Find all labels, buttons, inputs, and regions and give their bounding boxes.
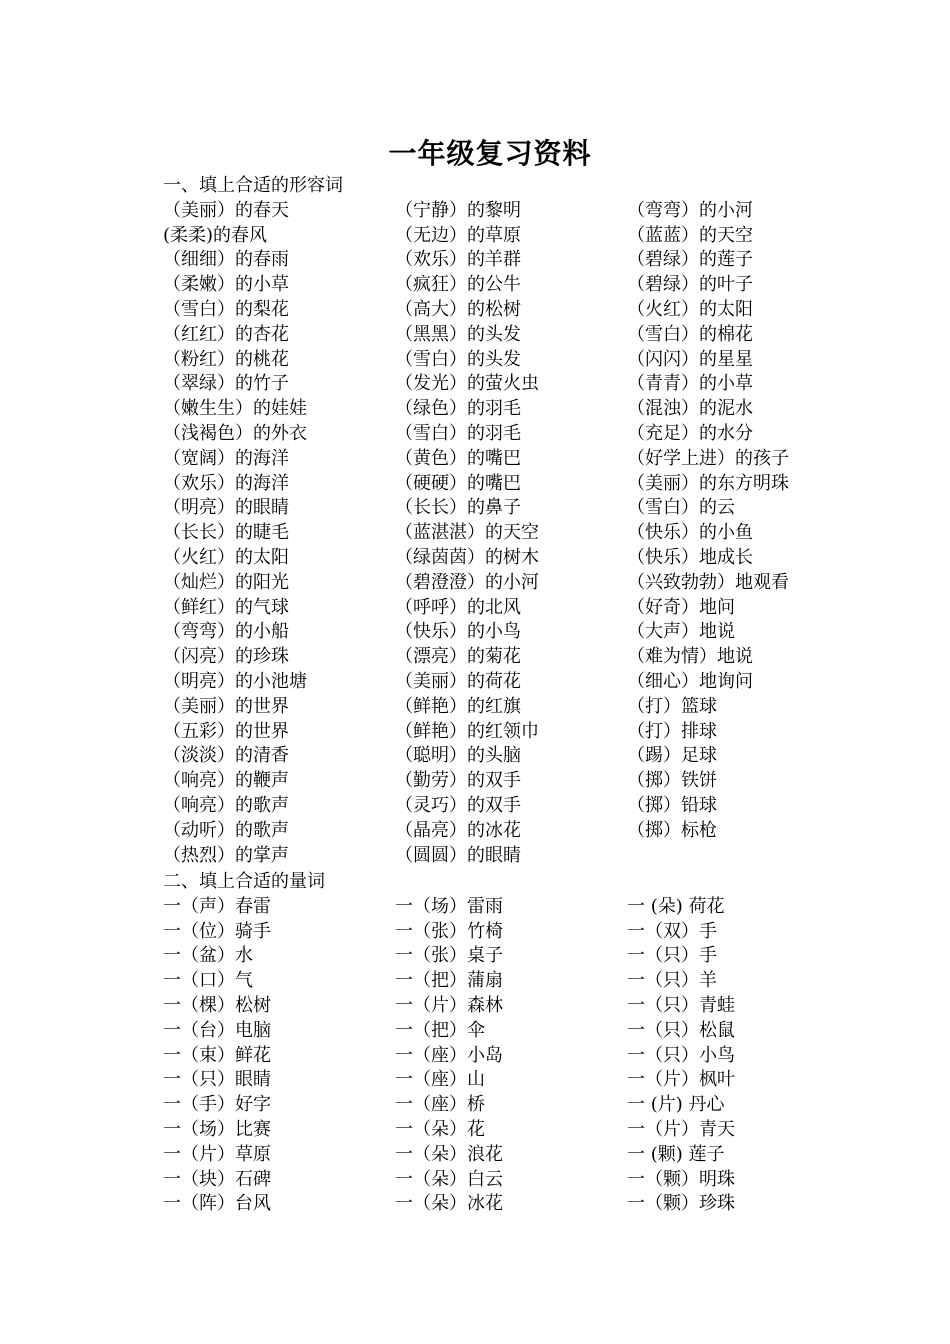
word-entry: （雪白）的头发 (395, 348, 521, 370)
word-entry: （黑黑）的头发 (395, 323, 521, 345)
word-entry: （明亮）的眼睛 (163, 497, 289, 519)
word-entry: 一（颗）明珠 (627, 1168, 735, 1190)
word-entry: （混浊）的泥水 (627, 398, 753, 420)
word-entry: 一（双）手 (627, 920, 717, 942)
word-entry: 一 (朵) 荷花 (627, 895, 725, 917)
word-entry: （雪白）的羽毛 (395, 422, 521, 444)
word-entry: （宽阔）的海洋 (163, 447, 289, 469)
word-entry: （雪白）的棉花 (627, 323, 753, 345)
word-entry: 一（只）羊 (627, 970, 717, 992)
word-entry: 一（片）青天 (627, 1118, 735, 1140)
word-entry: （高大）的松树 (395, 298, 521, 320)
word-entry: （鲜艳）的红旗 (395, 695, 521, 717)
word-entry: 一（朵）浪花 (395, 1143, 503, 1165)
word-grid (163, 199, 910, 869)
word-entry: （美丽）的荷花 (395, 670, 521, 692)
word-entry: （好学上进）的孩子 (627, 447, 789, 469)
word-entry: （欢乐）的羊群 (395, 249, 521, 271)
word-entry: （打）排球 (627, 720, 717, 742)
word-entry: （掷）铅球 (627, 794, 717, 816)
word-entry: （碧绿）的叶子 (627, 274, 753, 296)
word-entry: （翠绿）的竹子 (163, 373, 289, 395)
word-entry: 一（朵）冰花 (395, 1193, 503, 1215)
word-entry: 一（只）小鸟 (627, 1044, 735, 1066)
word-entry: （火红）的太阳 (163, 546, 289, 568)
word-entry: （雪白）的云 (627, 497, 735, 519)
word-entry: （响亮）的歌声 (163, 794, 289, 816)
word-entry: （明亮）的小池塘 (163, 670, 307, 692)
word-entry: 一（片）枫叶 (627, 1069, 735, 1091)
word-entry: 一（朵）花 (395, 1118, 485, 1140)
word-entry: 一（声）春雷 (163, 895, 271, 917)
word-entry: （绿色）的羽毛 (395, 398, 521, 420)
word-entry: （弯弯）的小船 (163, 621, 289, 643)
word-entry: （粉红）的桃花 (163, 348, 289, 370)
word-entry: 一（束）鲜花 (163, 1044, 271, 1066)
word-entry: （火红）的太阳 (627, 298, 753, 320)
word-entry: （无边）的草原 (395, 224, 521, 246)
section-adjectives (163, 174, 910, 868)
word-entry: （碧澄澄）的小河 (395, 571, 539, 593)
word-entry: （快乐）的小鸟 (395, 621, 521, 643)
word-entry: （聪明）的头脑 (395, 745, 521, 767)
word-entry: （掷）标枪 (627, 819, 717, 841)
word-entry: （宁静）的黎明 (395, 199, 521, 221)
word-entry: 一（口）气 (163, 970, 253, 992)
word-entry: （闪闪）的星星 (627, 348, 753, 370)
word-entry: 一（座）小岛 (395, 1044, 503, 1066)
word-entry: （兴致勃勃）地观看 (627, 571, 789, 593)
word-entry: （热烈）的掌声 (163, 844, 289, 866)
word-entry: 一（手）好字 (163, 1094, 271, 1116)
word-entry: （细心）地询问 (627, 670, 753, 692)
word-entry: （黄色）的嘴巴 (395, 447, 521, 469)
word-entry: 一（只）青蛙 (627, 994, 735, 1016)
word-entry: 一（把）伞 (395, 1019, 485, 1041)
word-entry: （难为情）地说 (627, 646, 753, 668)
word-entry: 一（只）眼睛 (163, 1069, 271, 1091)
word-entry: 一（把）蒲扇 (395, 970, 503, 992)
word-entry: （长长）的鼻子 (395, 497, 521, 519)
word-entry: （五彩）的世界 (163, 720, 289, 742)
word-entry: （动听）的歌声 (163, 819, 289, 841)
word-entry: （发光）的萤火虫 (395, 373, 539, 395)
word-entry: 一（场）比赛 (163, 1118, 271, 1140)
word-entry: （大声）地说 (627, 621, 735, 643)
word-entry: （鲜红）的气球 (163, 596, 289, 618)
section-measure-words (163, 870, 910, 1217)
word-entry: （美丽）的世界 (163, 695, 289, 717)
word-entry: 一（颗）珍珠 (627, 1193, 735, 1215)
word-entry (627, 844, 867, 869)
word-entry: （疯狂）的公牛 (395, 274, 521, 296)
page-title: 一年级复习资料 (388, 137, 592, 170)
word-entry: （灵巧）的双手 (395, 794, 521, 816)
word-entry: （嫩生生）的娃娃 (163, 398, 307, 420)
word-entry: （灿烂）的阳光 (163, 571, 289, 593)
word-entry: （勤劳）的双手 (395, 770, 521, 792)
word-entry: （碧绿）的莲子 (627, 249, 753, 271)
word-entry: （圆圆）的眼睛 (395, 844, 521, 866)
word-entry: （蓝湛湛）的天空 (395, 522, 539, 544)
word-entry: （踢）足球 (627, 745, 717, 767)
word-entry: （柔嫩）的小草 (163, 274, 289, 296)
word-entry: （漂亮）的菊花 (395, 646, 521, 668)
word-entry: （快乐）的小鱼 (627, 522, 753, 544)
word-entry: （硬硬）的嘴巴 (395, 472, 521, 494)
word-entry: （充足）的水分 (627, 422, 753, 444)
word-entry: （鲜艳）的红领巾 (395, 720, 539, 742)
word-entry: （蓝蓝）的天空 (627, 224, 753, 246)
word-entry: 一（棵）松树 (163, 994, 271, 1016)
word-entry: （打）篮球 (627, 695, 717, 717)
word-entry: 一（只）手 (627, 945, 717, 967)
word-entry: （淡淡）的清香 (163, 745, 289, 767)
word-entry: （美丽）的东方明珠 (627, 472, 789, 494)
word-entry: 一 (颗) 莲子 (627, 1143, 725, 1165)
word-entry: 一（块）石碑 (163, 1168, 271, 1190)
word-entry: （好奇）地问 (627, 596, 735, 618)
word-entry: （雪白）的梨花 (163, 298, 289, 320)
word-entry: （浅褐色）的外衣 (163, 422, 307, 444)
word-entry: （美丽）的春天 (163, 199, 289, 221)
word-entry: （响亮）的鞭声 (163, 770, 289, 792)
word-entry: （长长）的睫毛 (163, 522, 289, 544)
word-entry: 一（座）桥 (395, 1094, 485, 1116)
word-entry: 一（台）电脑 (163, 1019, 271, 1041)
word-entry: 一（片）草原 (163, 1143, 271, 1165)
word-entry: 一 (片) 丹心 (627, 1094, 725, 1116)
word-entry: （晶亮）的冰花 (395, 819, 521, 841)
word-entry: 一（只）松鼠 (627, 1019, 735, 1041)
word-grid (163, 895, 910, 1217)
section-heading: 一、填上合适的形容词 (163, 175, 343, 196)
word-entry: 一（位）骑手 (163, 920, 271, 942)
word-entry: 一（朵）白云 (395, 1168, 503, 1190)
word-entry: （红红）的杏花 (163, 323, 289, 345)
word-entry: （闪亮）的珍珠 (163, 646, 289, 668)
word-entry: （快乐）地成长 (627, 546, 753, 568)
word-entry: （呼呼）的北风 (395, 596, 521, 618)
section-heading: 二、填上合适的量词 (163, 871, 325, 892)
word-entry: 一（座）山 (395, 1069, 485, 1091)
word-entry: 一（盆）水 (163, 945, 253, 967)
word-entry: （细细）的春雨 (163, 249, 289, 271)
word-entry: 一（场）雷雨 (395, 895, 503, 917)
word-entry: 一（阵）台风 (163, 1193, 271, 1215)
word-entry: (柔柔)的春风 (163, 224, 268, 246)
word-entry: （青青）的小草 (627, 373, 753, 395)
word-entry: （绿茵茵）的树木 (395, 546, 539, 568)
word-entry: （欢乐）的海洋 (163, 472, 289, 494)
word-entry: 一（张）竹椅 (395, 920, 503, 942)
word-entry: （弯弯）的小河 (627, 199, 753, 221)
word-entry: 一（张）桌子 (395, 945, 503, 967)
word-entry: 一（片）森林 (395, 994, 503, 1016)
word-entry: （掷）铁饼 (627, 770, 717, 792)
